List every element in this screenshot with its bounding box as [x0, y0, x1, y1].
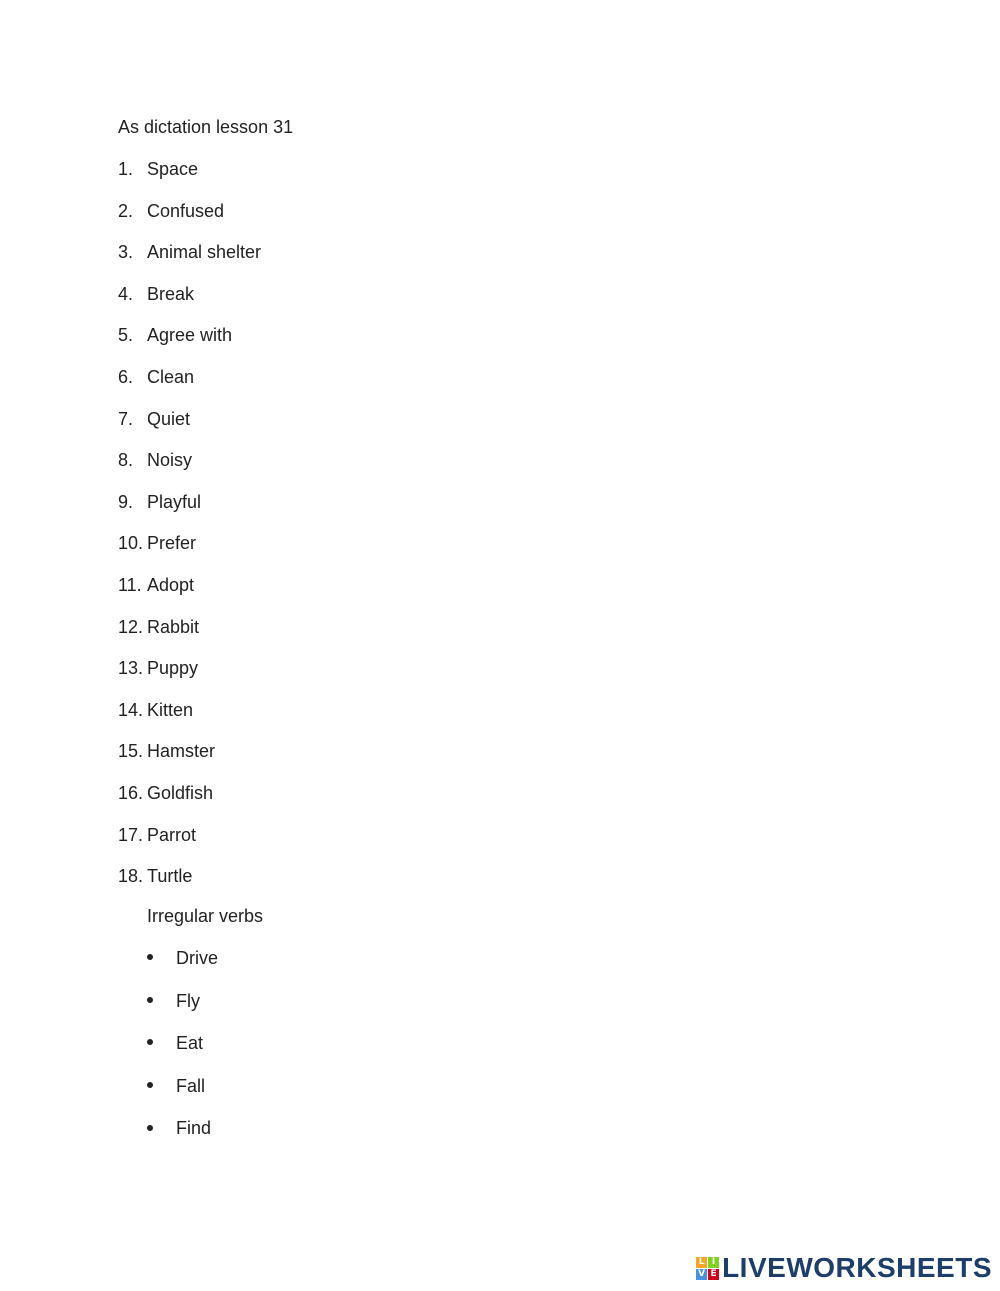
- list-item: [118, 200, 261, 242]
- item-text: Noisy: [147, 450, 193, 471]
- item-text: Puppy: [147, 658, 199, 679]
- list-item: [118, 657, 261, 699]
- bullet-item: [147, 1032, 218, 1075]
- list-item: [118, 824, 261, 866]
- bullet-icon: [147, 997, 153, 1003]
- list-item: [118, 532, 261, 574]
- logo-mark-letter: L: [696, 1257, 707, 1268]
- list-item: [118, 283, 261, 325]
- bullet-icon: [147, 954, 153, 960]
- irregular-verbs-heading: Irregular verbs: [147, 906, 264, 926]
- item-text: Turtle: [147, 866, 193, 887]
- item-number: 6.: [118, 366, 134, 387]
- logo-text: LIVEWORKSHEETS: [722, 1252, 992, 1283]
- list-item: [118, 699, 261, 741]
- list-item: [118, 574, 261, 616]
- item-text: Space: [147, 159, 199, 179]
- item-number: 3.: [118, 242, 134, 263]
- item-text: Rabbit: [147, 616, 200, 637]
- item-number: 16.: [118, 782, 144, 803]
- bullet-item: [147, 1075, 218, 1118]
- list-item: [118, 491, 261, 533]
- item-text: Confused: [147, 200, 225, 221]
- logo-mark-letter: E: [708, 1269, 719, 1280]
- bullet-text: Fly: [176, 990, 200, 1011]
- list-item: [118, 865, 261, 907]
- item-number: 7.: [118, 408, 134, 429]
- logo-mark-icon: [696, 1257, 719, 1280]
- list-item: [118, 449, 261, 491]
- item-number: 4.: [118, 283, 134, 304]
- item-number: 18.: [118, 866, 144, 887]
- item-number: 8.: [118, 450, 134, 471]
- list-item: [118, 616, 261, 658]
- item-text: Agree with: [147, 325, 233, 346]
- item-number: 13.: [118, 658, 144, 679]
- bullet-item: [147, 1117, 218, 1160]
- item-number: 14.: [118, 699, 144, 720]
- list-item: [118, 408, 261, 450]
- item-text: Break: [147, 283, 195, 304]
- item-number: 1.: [118, 159, 134, 179]
- bullet-icon: [147, 1082, 153, 1088]
- item-number: 5.: [118, 325, 134, 346]
- item-number: 2.: [118, 200, 134, 221]
- item-number: 17.: [118, 824, 144, 845]
- page-title: As dictation lesson 31: [118, 117, 294, 137]
- list-item: [118, 740, 261, 782]
- liveworksheets-logo[interactable]: [696, 1253, 992, 1283]
- list-item: [118, 241, 261, 283]
- item-text: Parrot: [147, 824, 197, 845]
- list-item: [118, 782, 261, 824]
- item-text: Goldfish: [147, 782, 214, 803]
- item-text: Quiet: [147, 408, 191, 429]
- item-text: Prefer: [147, 533, 197, 554]
- list-item: [118, 158, 261, 200]
- item-number: 9.: [118, 491, 134, 512]
- bullet-text: Fall: [176, 1075, 206, 1096]
- item-text: Animal shelter: [147, 242, 262, 263]
- item-text: Hamster: [147, 741, 216, 762]
- logo-mark-letter: V: [696, 1269, 707, 1280]
- list-item: [118, 324, 261, 366]
- bullet-icon: [147, 1125, 153, 1131]
- item-text: Adopt: [147, 574, 195, 595]
- item-text: Clean: [147, 366, 195, 387]
- item-number: 10.: [118, 533, 144, 554]
- bullet-item: [147, 947, 218, 990]
- bullet-icon: [147, 1039, 153, 1045]
- bullet-text: Eat: [176, 1033, 204, 1054]
- list-item: [118, 366, 261, 408]
- logo-mark-letter: I: [708, 1257, 719, 1268]
- irregular-verbs-list: [147, 947, 218, 1160]
- bullet-item: [147, 990, 218, 1033]
- vocabulary-list: [118, 158, 261, 907]
- item-number: 12.: [118, 616, 144, 637]
- item-text: Playful: [147, 491, 202, 512]
- item-number: 11.: [118, 574, 142, 595]
- bullet-text: Drive: [176, 948, 219, 968]
- item-text: Kitten: [147, 699, 194, 720]
- item-number: 15.: [118, 741, 144, 762]
- bullet-text: Find: [176, 1118, 212, 1139]
